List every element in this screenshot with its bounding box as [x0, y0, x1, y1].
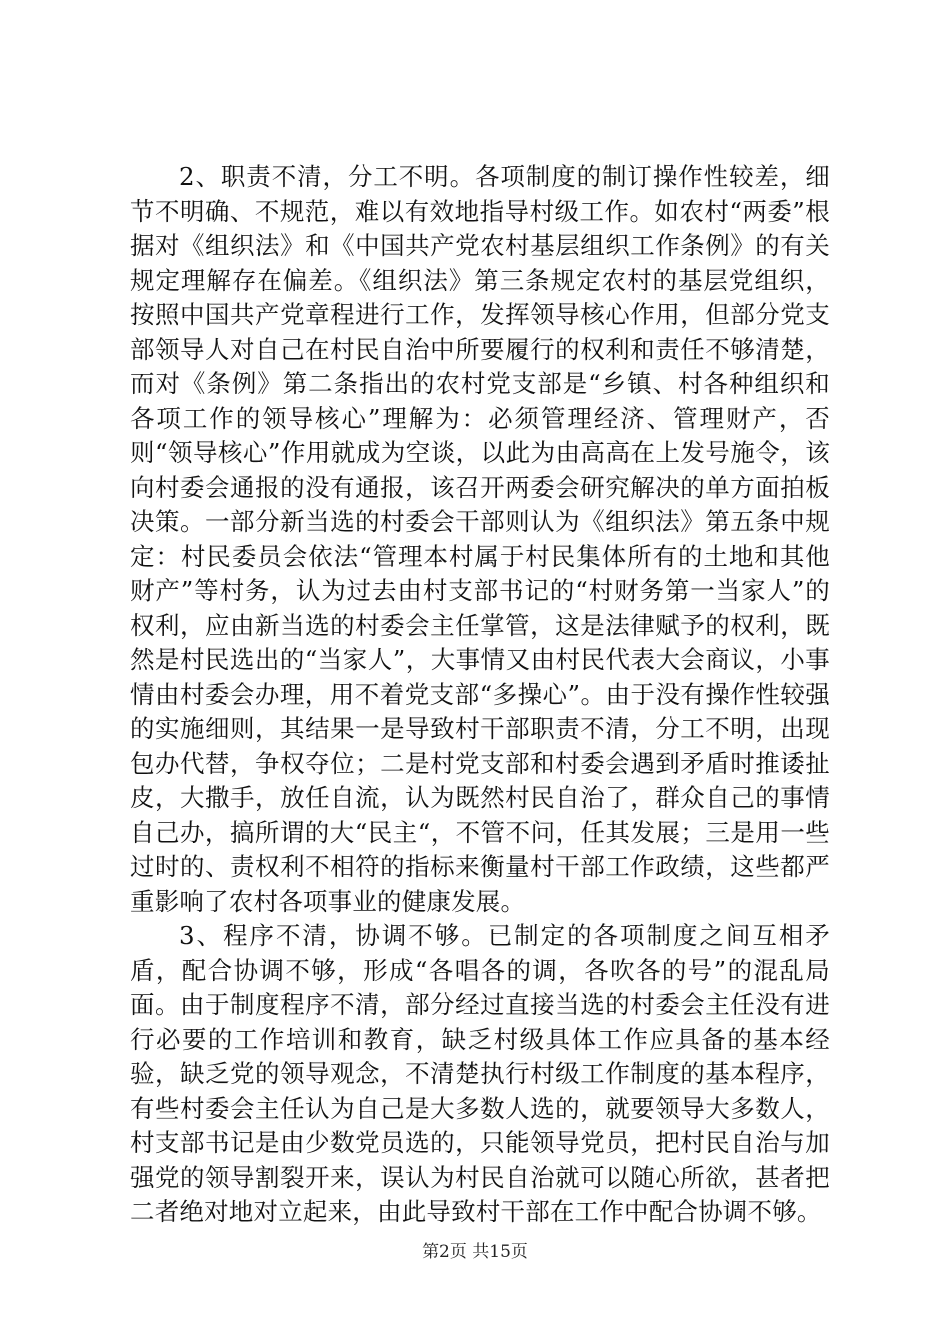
- paragraph-responsibilities: 2、职责不清，分工不明。各项制度的制订操作性较差，细节不明确、不规范，难以有效地指导村级工作。如农村“两委”根据对《组织法》和《中国共产党农村基层组织工作条例》的有关规定理解存在偏差。《组织法》第三条规定农村的基层党组织，按照中国共产党章程进行工作，发挥领导核心作用，但部分党支部领导人对自己在村民自治中所要履行的权利和责任不够清楚，而对《条例》第二条指出的农村党支部是“乡镇、村各种组织和各项工作的领导核心”理解为：必须管理经济、管理财产，否则“领导核心”作用就成为空谈，以此为由高高在上发号施令，该向村委会通报的没有通报，该召开两委会研究解决的单方面拍板决策。一部分新当选的村委会干部则认为《组织法》第五条中规定：村民委员会依法“管理本村属于村民集体所有的土地和其他财产”等村务，认为过去由村支部书记的“村财务第一当家人”的权利，应由新当选的村委会主任掌管，这是法律赋予的权利，既然是村民选出的“当家人”，大事情又由村民代表大会商议，小事情由村委会办理，用不着党支部“多操心”。由于没有操作性较强的实施细则，其结果一是导致村干部职责不清，分工不明，出现包办代替，争权夺位；二是村党支部和村委会遇到矛盾时推诿扯皮，大撒手，放任自流，认为既然村民自治了，群众自己的事情自己办，搞所谓的大“民主“，不管不问，任其发展；三是用一些过时的、责权利不相符的指标来衡量村干部工作政绩，这些都严重影响了农村各项事业的健康发展。: [130, 162, 830, 916]
- document-body: [130, 160, 830, 1230]
- page-number-footer: 第2页 共15页: [422, 1242, 528, 1262]
- paragraph-procedures: 3、程序不清，协调不够。已制定的各项制度之间互相矛盾，配合协调不够，形成“各唱各的调，各吹各的号”的混乱局面。由于制度程序不清，部分经过直接当选的村委会主任没有进行必要的工作培训和教育，缺乏村级具体工作应具备的基本经验，缺乏党的领导观念，不清楚执行村级工作制度的基本程序，有些村委会主任认为自己是大多数人选的，就要领导大多数人，村支部书记是由少数党员选的，只能领导党员，把村民自治与加强党的领导割裂开来，误认为村民自治就可以随心所欲，甚者把二者绝对地对立起来，由此导致村干部在工作中配合协调不够。: [130, 921, 830, 1226]
